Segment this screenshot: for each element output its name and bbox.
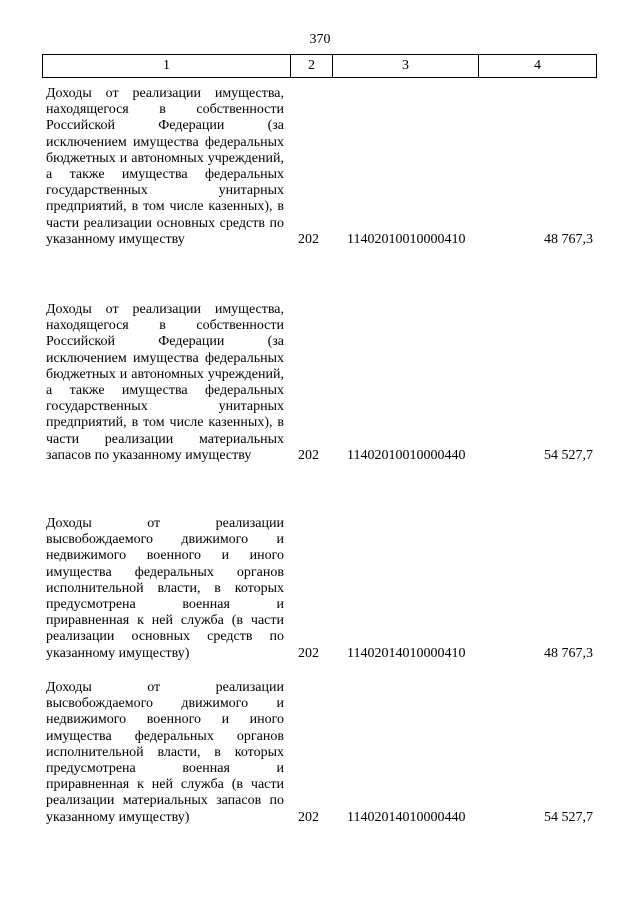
row-admin-code: 202 xyxy=(298,232,319,248)
row-admin-code: 202 xyxy=(298,809,319,825)
row-description: Доходы от реализации высвобождаемого движимого и недвижимого военного и иного имущества федеральных органов исполнительной власти, в которых предусмотрена военная и приравненная к ней служба (в части реализации основных средств по указанному имуществу) xyxy=(46,516,284,661)
table-row xyxy=(46,680,597,826)
header-col-4: 4 xyxy=(534,58,541,73)
header-col-3: 3 xyxy=(333,55,479,77)
row-amount: 48 767,3 xyxy=(544,232,593,248)
table-header xyxy=(42,54,597,78)
row-admin-code: 202 xyxy=(298,645,319,661)
row-description: Доходы от реализации высвобождаемого движимого и недвижимого военного и иного имущества федеральных органов исполнительной власти, в которых предусмотрена военная и приравненная к ней служба (в части реализации материальных запасов по указанному имуществу) xyxy=(46,680,284,825)
row-budget-code: 11402014010000440 xyxy=(347,809,466,825)
table-row xyxy=(46,516,597,662)
row-amount: 48 767,3 xyxy=(544,645,593,661)
table-row xyxy=(46,302,597,464)
row-budget-code: 11402010010000440 xyxy=(347,448,466,464)
row-budget-code: 11402010010000410 xyxy=(347,232,466,248)
row-amount: 54 527,7 xyxy=(544,809,593,825)
page-number: 370 xyxy=(309,32,331,47)
row-amount: 54 527,7 xyxy=(544,448,593,464)
row-budget-code: 11402014010000410 xyxy=(347,645,466,661)
row-description: Доходы от реализации имущества, находящегося в собственности Российской Федерации (за исключением имущества федеральных бюджетных и автономных учреждений, а также имущества федеральных государственных унитарных предприятий, в том числе казенных), в части реализации основных средств по указанному имуществу xyxy=(46,86,284,247)
header-col-1: 1 xyxy=(43,55,291,77)
row-admin-code: 202 xyxy=(298,448,319,464)
table-row xyxy=(46,86,597,248)
header-col-2: 2 xyxy=(291,55,333,77)
row-description: Доходы от реализации имущества, находящегося в собственности Российской Федерации (за исключением имущества федеральных бюджетных и автономных учреждений, а также имущества федеральных государственных унитарных предприятий, в том числе казенных), в части реализации материальных запасов по указанному имуществу xyxy=(46,302,284,463)
